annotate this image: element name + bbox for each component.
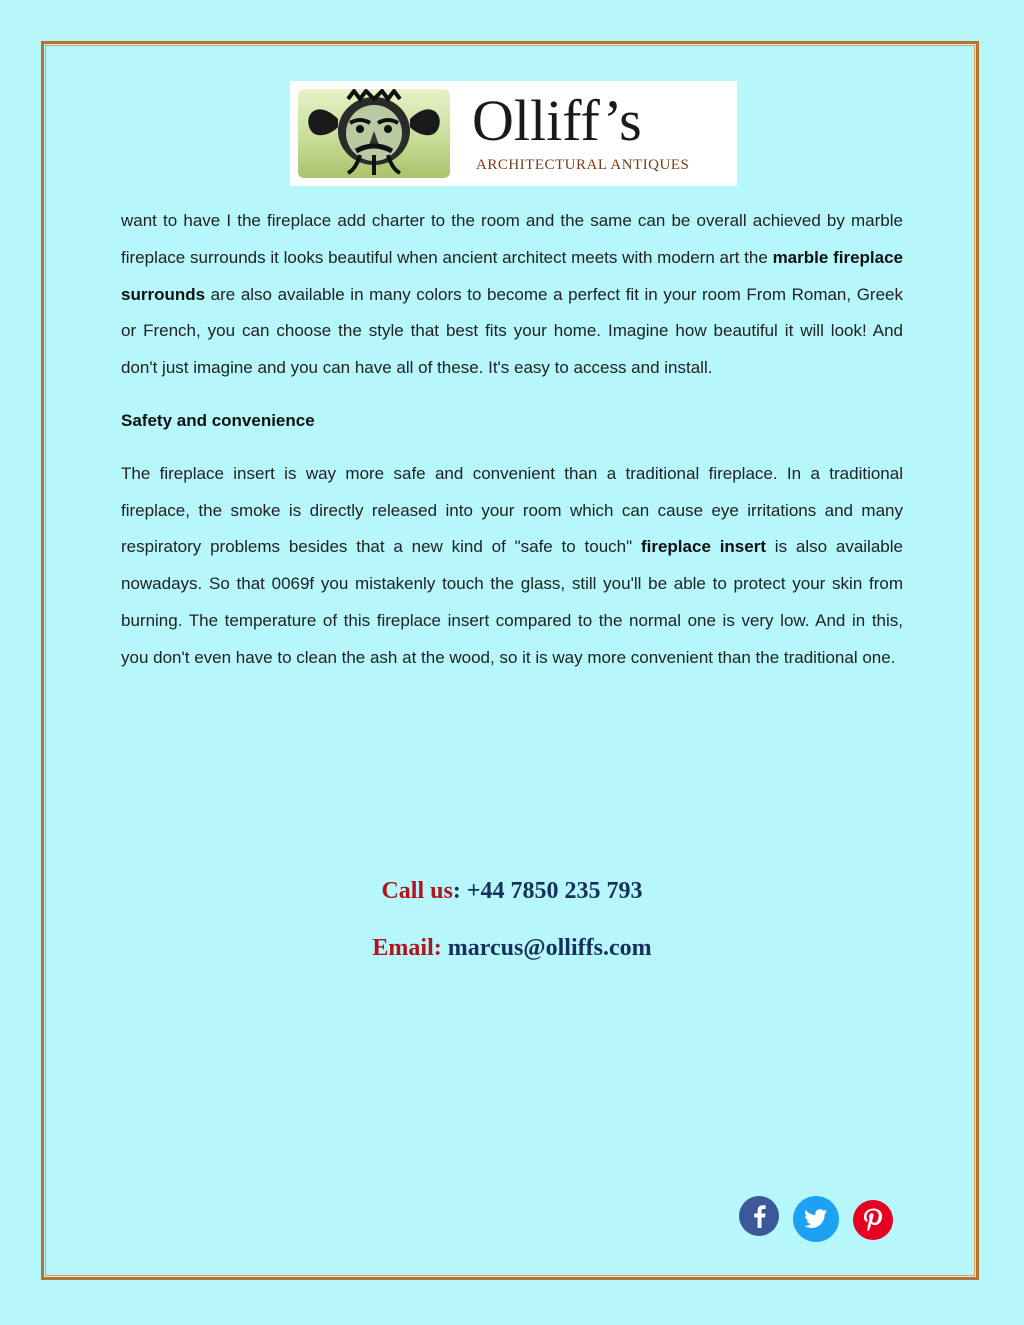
phone-number[interactable]: +44 7850 235 793 [466, 878, 643, 904]
call-label: Call us [381, 878, 453, 904]
article-body [121, 203, 903, 677]
email-label: Email: [372, 935, 442, 961]
paragraph-text: is also available nowadays. So that 0069f you mistakenly touch the glass, still you'll be able to protect your skin from burning. The temperature of this fireplace insert compared to the normal one is very low. And in this, you don't even have to clean the ash at the wood, so it is way more convenient than the traditional one. [121, 537, 903, 667]
section-heading: Safety and convenience [121, 410, 315, 430]
fireplace-insert-link[interactable]: fireplace insert [640, 537, 766, 557]
paragraph-intro [121, 203, 903, 387]
marble-fireplace-surrounds-link[interactable]: marble fireplace surrounds [121, 247, 903, 304]
facebook-icon[interactable] [739, 1196, 779, 1236]
twitter-icon[interactable] [793, 1196, 839, 1242]
paragraph-text: The fireplace insert is way more safe and convenient than a traditional fireplace. In a traditional fireplace, the smoke is directly released into your room which can cause eye irritations and many respiratory problems besides that a new kind of "safe to touch" [121, 463, 903, 557]
logo-name: Olliff’s [472, 88, 642, 153]
call-line [0, 878, 1024, 905]
paragraph-safety [121, 456, 903, 677]
paragraph-text: want to have I the fireplace add charter to the room and the same can be overall achieved by marble fireplace surrounds it looks beautiful when ancient architect meets with modern art the [121, 211, 903, 267]
call-separator: : [452, 878, 467, 904]
pinterest-icon[interactable] [853, 1200, 893, 1240]
olliffs-logo[interactable] [290, 81, 737, 186]
paragraph-text: are also available in many colors to become a perfect fit in your room From Roman, Greek or French, you can choose the style that best fits your home. Imagine how beautiful it will look! And don't just imagine and you can have all of these. It's easy to access and install. [121, 284, 903, 378]
email-line [0, 935, 1024, 962]
green-man-mask-icon [298, 89, 450, 178]
email-address[interactable]: marcus@olliffs.com [447, 935, 652, 961]
logo-subtitle: ARCHITECTURAL ANTIQUES [476, 157, 690, 173]
